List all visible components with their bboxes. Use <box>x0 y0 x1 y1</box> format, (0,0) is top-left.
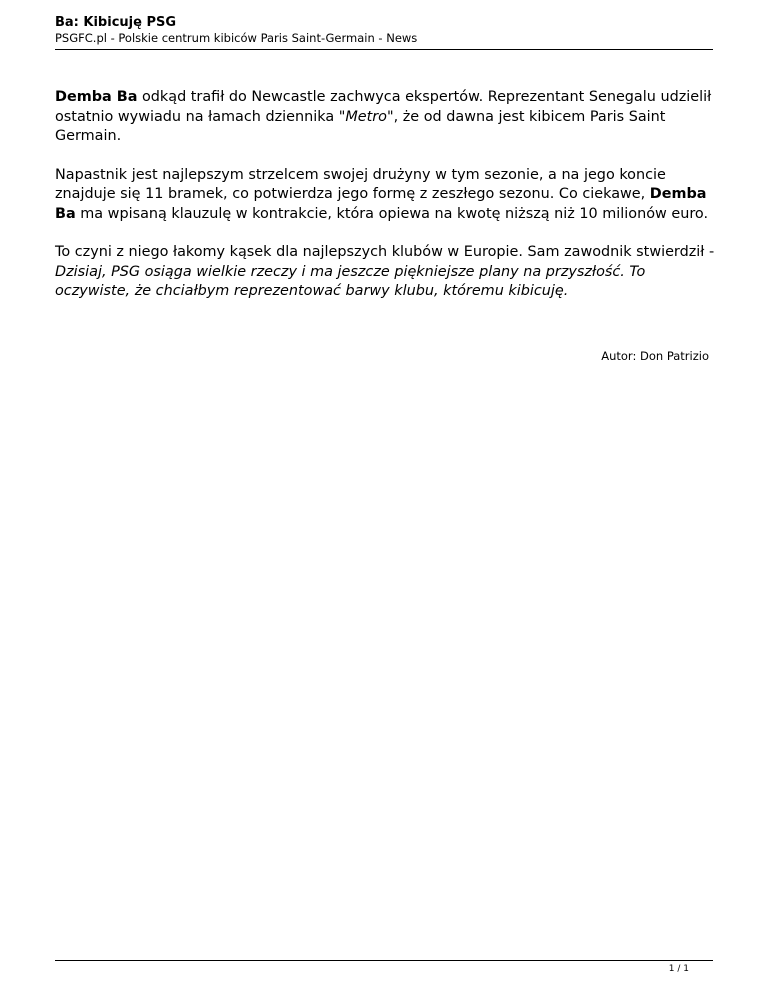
paragraph-2 <box>55 166 715 225</box>
player-name: Demba Ba <box>55 89 138 105</box>
player-name: Demba Ba <box>55 186 707 222</box>
paragraph-1-text-b: ", że od dawna jest kibicem Paris Saint Germain. <box>55 108 666 144</box>
page-footer <box>55 960 713 974</box>
paragraph-2-text-b: ma wpisaną klauzulę w kontrakcie, która opiewa na kwotę niższą niż 10 milionów euro. <box>75 205 709 222</box>
paragraph-3 <box>55 243 715 302</box>
page-header <box>55 14 713 50</box>
paragraph-3-text: To czyni z niego łakomy kąsek dla najlepszych klubów w Europie. Sam zawodnik stwierdził - <box>55 244 715 260</box>
page-number: 1 / 1 <box>668 964 689 974</box>
paragraph-2-text-a: Napastnik jest najlepszym strzelcem swojej drużyny w tym sezonie, a na jego koncie znajduje się 11 bramek, co potwierdza jego formę z zeszłego sezonu. Co ciekawe, <box>55 166 666 202</box>
author-credit: Autor: Don Patrizio <box>601 349 709 363</box>
site-subtitle: PSGFC.pl - Polskie centrum kibiców Paris Saint-Germain - News <box>55 31 418 45</box>
player-quote: Dzisiaj, PSG osiąga wielkie rzeczy i ma jeszcze piękniejsze plany na przyszłość. To oczywiste, że chciałbym reprezentować barwy klubu, któremu kibicuję. <box>55 263 646 299</box>
newspaper-name: Metro <box>345 108 387 125</box>
article-body <box>55 88 715 321</box>
paragraph-1-text-a: odkąd trafił do Newcastle zachwyca ekspertów. Reprezentant Senegalu udzielił ostatnio wywiadu na łamach dziennika " <box>55 89 712 125</box>
page-title: Ba: Kibicuję PSG <box>55 15 177 30</box>
paragraph-1 <box>55 88 715 147</box>
